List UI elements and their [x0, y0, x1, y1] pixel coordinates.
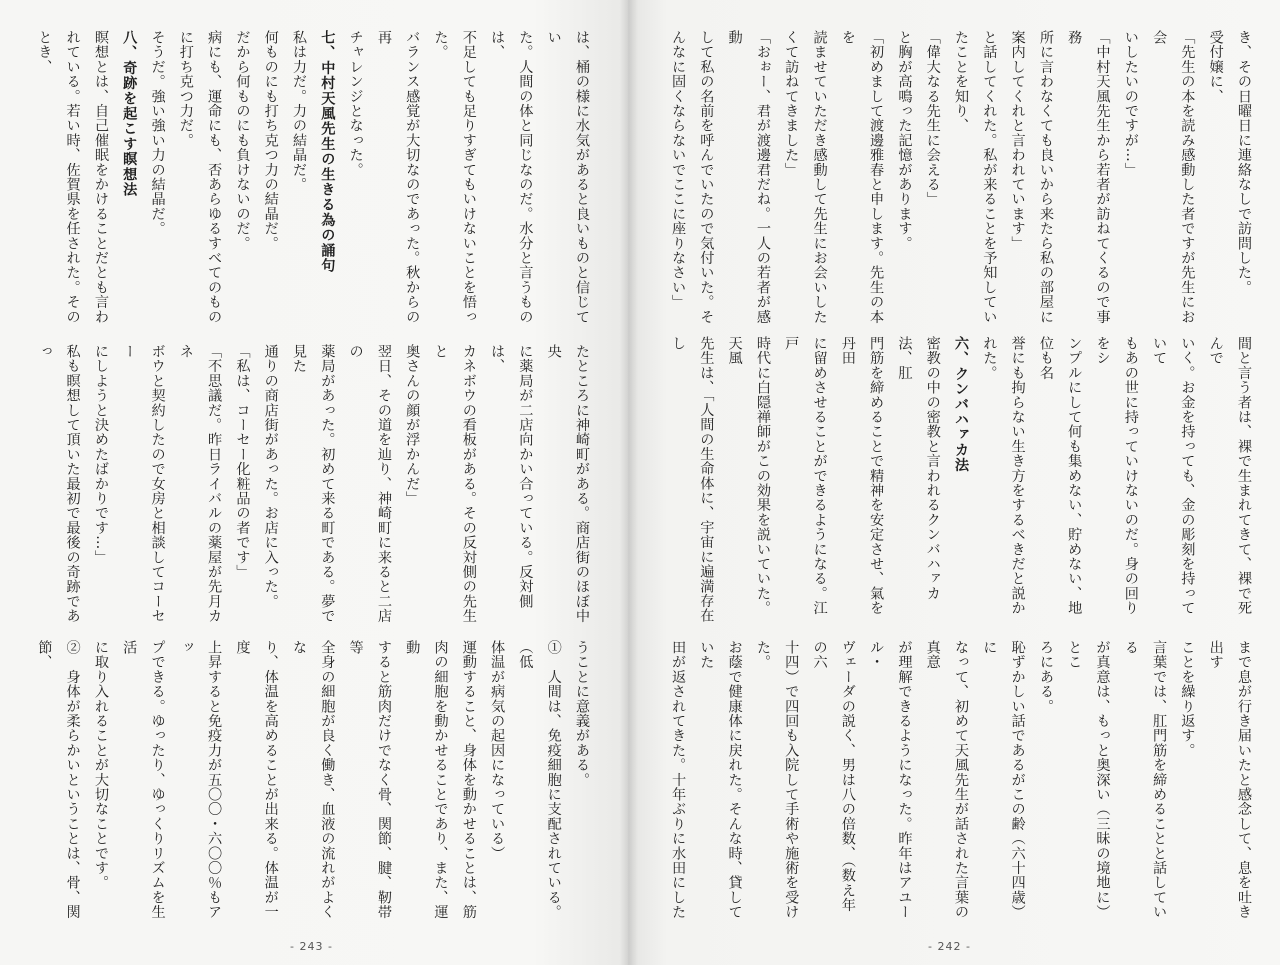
- text-line: 何ものにも打ち克つ力の結晶だ。: [262, 30, 279, 251]
- text-line: た。人間の体と同じなのだ。水分と言うものは、: [489, 30, 534, 324]
- text-line: に薬局が二店向かい合っている。反対側は、: [489, 344, 534, 609]
- text-line: カネボウの看板がある。その反対側の先生と: [432, 344, 477, 624]
- text-line: [658, 336, 664, 626]
- text-line: 門筋を締めることで精神を安定させ、氣を丹田: [839, 336, 885, 616]
- text-line: 読ませていただき感動して先生にお会いした: [811, 30, 828, 324]
- text-line: 「おぉー、君が渡邊君だね。一人の若者が感動: [726, 30, 771, 324]
- text-line: に打ち克つ力だ。: [177, 30, 194, 148]
- text-line: 全身の細胞が良く働き、血液の流れがよくな: [291, 640, 336, 920]
- text-line: 密教の中の密教と言われるクンバハァカ法、肛: [896, 336, 941, 601]
- text-line: バランス感覚が大切なのであった。秋からの再: [375, 30, 421, 324]
- text-line: 恥ずかしい話であるがこの齢（六十四歳）に: [981, 640, 1026, 920]
- text-line: れている。若い時、佐賀県を任された。そのとき、: [36, 30, 81, 324]
- text-line: 不足しても足りすぎてもいけないことを悟った。: [432, 30, 477, 324]
- text-line: プできる。ゆったり、ゆっくりリズムを生活: [121, 640, 166, 920]
- text-line: [658, 30, 664, 330]
- text-line: 誉にも拘らない生き方をするべきだと説かれた。: [981, 336, 1026, 616]
- text-line: が理解できるようになった。昨年はアユール・: [868, 640, 913, 920]
- book-gutter-shadow: [620, 0, 638, 965]
- section-heading: 七、中村天風先生の生きる為の誦句: [319, 30, 336, 274]
- text-line: 奥さんの顔が浮かんだ」: [404, 344, 421, 506]
- text-line: ろにある。: [1037, 640, 1054, 714]
- section-heading: 八、奇跡を起こす瞑想法: [121, 30, 138, 198]
- text-line: 時代に白隠禅師がこの効果を説いていた。天風: [726, 336, 771, 616]
- text-line: ことを繰り返す。: [1179, 640, 1196, 758]
- text-line: して私の名前を呼んでいたので気付いた。そ: [698, 30, 715, 324]
- text-line: ボウと契約したので女房と相談してコーセー: [121, 344, 166, 624]
- text-line: まで息が行き届いたと感念して、息を吐き出す: [1207, 640, 1252, 920]
- text-line: 田が返されてきた。十年ぶりに水田にした: [670, 640, 687, 920]
- text-line: が真意は、もっと奥深い（三昧の境地に）とこ: [1066, 640, 1111, 920]
- text-line: チャレンジとなった。: [347, 30, 364, 177]
- right-page-number: - 242 -: [928, 940, 971, 953]
- text-line: なって、初めて天風先生が話された言葉の真意: [924, 640, 970, 920]
- text-line: 翌日、その道を辿り、神崎町に来ると二店の: [347, 344, 392, 624]
- right-upper-text-block: [658, 30, 1258, 330]
- text-line: ② 身体が柔らかいということは、骨、関節、: [36, 640, 81, 920]
- text-line: [26, 344, 30, 626]
- text-line: き、その日曜日に連絡なしで訪問した。: [1236, 30, 1252, 295]
- text-line: と胸が高鳴った記憶があります。: [896, 30, 913, 251]
- text-line: 私も瞑想して頂いた最初で最後の奇跡であっ: [36, 344, 81, 624]
- text-line: [26, 640, 30, 922]
- text-line: いく。お金を持っても、金の彫刻を持っていて: [1151, 336, 1196, 616]
- text-line: くて訪ねてきました」: [783, 30, 800, 177]
- text-line: たことを知り、: [953, 30, 970, 133]
- text-line: 十四）で四回も入院して手術や施術を受けた。: [754, 640, 800, 920]
- section-heading: 六、クンバハァカ法: [953, 336, 970, 473]
- text-line: お蔭で健康体に戻れた。そんな時、貸していた: [698, 640, 743, 920]
- text-line: 瞑想とは、自己催眠をかけることだとも言わ: [92, 30, 109, 324]
- text-line: 運動すること、身体を動かせることは、筋: [460, 640, 477, 920]
- text-line: に取り入れることが大切なことです。: [92, 640, 109, 890]
- left-page-number: - 243 -: [290, 940, 333, 953]
- text-line: 通りの商店街があった。お店に入った。: [262, 344, 279, 609]
- text-line: もあの世に持っていけないのだ。身の回りをシ: [1094, 336, 1139, 616]
- text-line: 「中村天風先生から若者が訪ねてくるので事務: [1066, 30, 1111, 324]
- text-line: だから何ものにも負けないのだ。: [234, 30, 251, 251]
- right-page: [628, 0, 1280, 965]
- left-middle-text-block: [26, 344, 596, 626]
- text-line: んなに固くならないでここに座りなさい」: [670, 30, 687, 310]
- text-line: 「私は、コーセー化粧品の者です」: [234, 344, 251, 580]
- text-line: り、体温を高めることが出来る。体温が一度: [234, 640, 279, 920]
- text-line: すると筋肉だけでなく骨、関節、腱、靭帯等: [347, 640, 392, 920]
- left-page: [0, 0, 628, 965]
- text-line: 私は力だ。力の結晶だ。: [291, 30, 308, 192]
- text-line: 「初めまして渡邊雅春と申します。先生の本を: [839, 30, 885, 324]
- text-line: 「偉大なる先生に会える」: [924, 30, 941, 207]
- text-line: 先生は、「人間の生命体に、宇宙に遍満存在し: [670, 336, 715, 623]
- text-line: は、桶の様に水気があると良いものと信じてい: [545, 30, 590, 324]
- text-line: [26, 30, 30, 330]
- text-line: 肉の細胞を動かせることであり、また、運動: [404, 640, 449, 920]
- text-line: うことに意義がある。: [574, 640, 590, 787]
- right-lower-text-block: [658, 640, 1258, 922]
- text-line: ヴェーダの説く、男は八の倍数、（数え年の六: [811, 640, 856, 913]
- left-upper-text-block: [26, 30, 596, 330]
- text-line: 「先生の本を読み感動した者ですが先生にお会: [1151, 30, 1196, 324]
- text-line: 上昇すると免疫力が五〇〇・六〇〇％もアッ: [177, 640, 223, 920]
- right-middle-text-block: [658, 336, 1258, 626]
- text-line: 「不思議だ。昨日ライバルの薬屋が先月カネ: [177, 344, 223, 624]
- text-line: 言葉では、肛門筋を締めることと話している: [1122, 640, 1168, 920]
- text-line: 間と言う者は、裸で生まれてきて、裸で死んで: [1207, 336, 1252, 616]
- text-line: 体温が病気の起因になっている）: [489, 640, 506, 861]
- text-line: 所に言わなくても良いから来たら私の部屋に: [1037, 30, 1054, 324]
- text-line: 受付嬢に、: [1207, 30, 1224, 104]
- text-line: 案内してくれと言われています」: [1009, 30, 1026, 251]
- text-line: と話してくれた。私が来ることを予知してい: [981, 30, 998, 324]
- text-line: そうだ。強い強い力の結晶だ。: [149, 30, 166, 236]
- text-line: ① 人間は、免疫細胞に支配されている。（低: [517, 640, 562, 920]
- text-line: 病にも、運命にも、否あらゆるすべてのもの: [206, 30, 223, 324]
- text-line: にしようと決めたばかりです…」: [92, 344, 109, 565]
- left-lower-text-block: [26, 640, 596, 922]
- text-line: 薬局があった。初めて来る町である。夢で見た: [291, 344, 336, 624]
- text-line: に留めさせることができるようになる。江戸: [783, 336, 828, 616]
- text-line: ンプルにして何も集めない、貯めない、地位も名: [1037, 336, 1083, 616]
- text-line: たところに神崎町がある。商店街のほぼ中央: [545, 344, 590, 624]
- text-line: いしたいのですが…」: [1122, 30, 1139, 177]
